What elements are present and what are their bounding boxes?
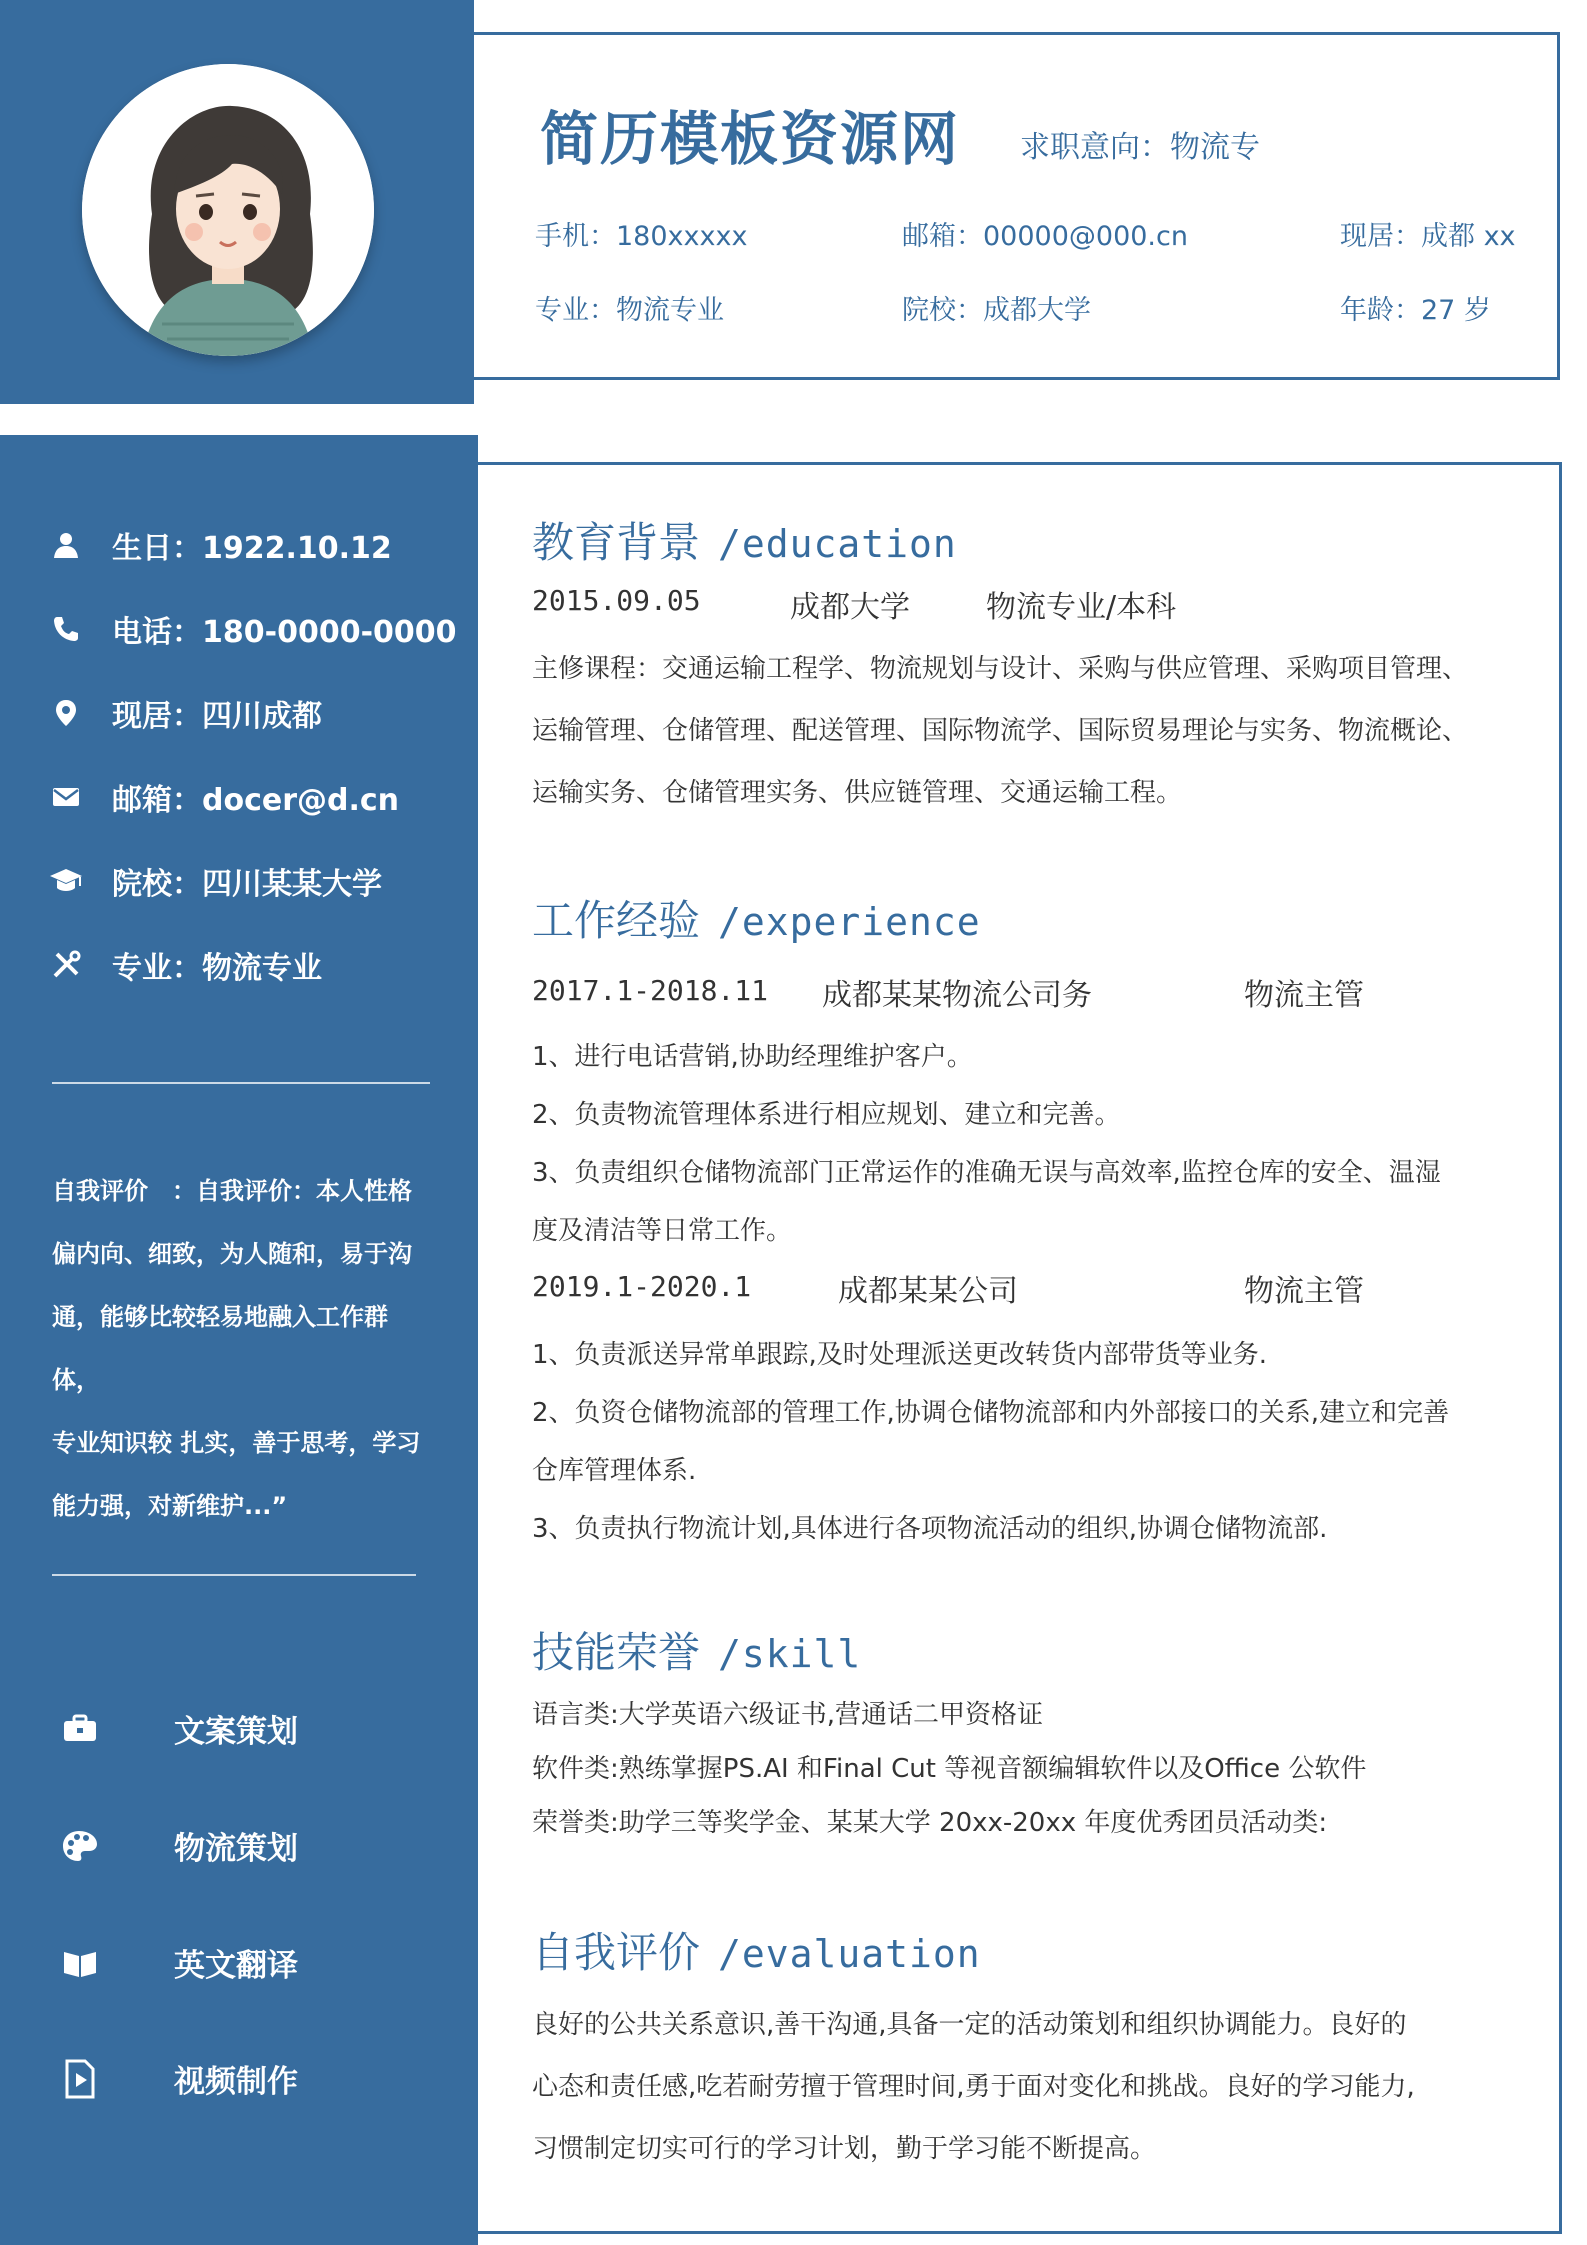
skill-line: 语言类:大学英语六级证书,营通话二甲资格证 — [532, 1700, 1044, 1730]
job-duty-line: 3、负责执行物流计划,具体进行各项物流活动的组织,协调仓储物流部. — [532, 1514, 1328, 1544]
skill-video-production — [58, 2056, 298, 2101]
contact-label: 专业：物流专业 — [112, 951, 322, 986]
self-eval-line: 自我评价 ：自我评价：本人性格 — [52, 1177, 412, 1205]
header-residence: 现居：成都 xx — [1340, 221, 1516, 252]
self-eval-line: 通，能够比较轻易地融入工作群体， — [52, 1303, 388, 1394]
contact-label: 院校：四川某某大学 — [112, 867, 382, 902]
phone-icon — [48, 611, 84, 647]
palette-icon — [58, 1824, 102, 1868]
contact-school — [48, 856, 382, 906]
header-major: 专业：物流专业 — [535, 295, 724, 326]
skill-label: 视频制作 — [174, 2064, 298, 2100]
section-title-experience — [532, 888, 981, 948]
self-eval-line: 偏内向、细致，为人随和，易于沟 — [52, 1240, 412, 1268]
job-duty-line: 3、负责组织仓储物流部门正常运作的准确无误与高效率,监控仓库的安全、温湿 — [532, 1158, 1441, 1188]
skill-label: 物流策划 — [174, 1831, 298, 1867]
job-duty-line: 仓库管理体系. — [532, 1456, 697, 1486]
job-company: 成都某某公司 — [838, 1274, 1018, 1309]
section-title-cn: 工作经验 — [532, 896, 701, 945]
education-school: 成都大学 — [790, 590, 910, 625]
skill-copywriting — [58, 1706, 298, 1751]
job-duty-line: 2、负资仓储物流部的管理工作,协调仓储物流部和内外部接口的关系,建立和完善 — [532, 1398, 1450, 1428]
header-box — [474, 32, 1560, 380]
location-pin-icon — [48, 695, 84, 731]
section-title-cn: 自我评价 — [532, 1928, 701, 1977]
header-school: 院校：成都大学 — [902, 295, 1091, 326]
job-company: 成都某某物流公司务 — [822, 978, 1092, 1013]
self-eval-line: 专业知识较 扎实，善于思考，学习 — [52, 1429, 421, 1457]
job-duty-line: 2、负责物流管理体系进行相应规划、建立和完善。 — [532, 1100, 1121, 1130]
video-file-icon — [58, 2057, 102, 2101]
section-title-education — [532, 510, 957, 570]
sidebar-self-evaluation — [52, 1160, 432, 1538]
job-date: 2019.1-2020.1 — [532, 1270, 752, 1303]
education-date: 2015.09.05 — [532, 584, 701, 617]
user-icon — [48, 527, 84, 563]
contact-phone — [48, 604, 457, 654]
section-title-skill — [532, 1620, 861, 1680]
education-courses-line: 运输管理、仓储管理、配送管理、国际物流学、国际贸易理论与实务、物流概论、 — [532, 716, 1469, 746]
avatar — [82, 64, 374, 356]
education-courses-line: 运输实务、仓储管理实务、供应链管理、交通运输工程。 — [532, 778, 1183, 808]
briefcase-icon — [58, 1707, 102, 1751]
contact-residence — [48, 688, 322, 738]
job-date: 2017.1-2018.11 — [532, 974, 769, 1007]
skill-label: 英文翻译 — [174, 1948, 298, 1984]
header-email: 邮箱：00000@000.cn — [902, 221, 1188, 252]
skill-line: 荣誉类:助学三等奖学金、某某大学 20xx-20xx 年度优秀团员活动类: — [532, 1808, 1328, 1838]
evaluation-line: 习惯制定切实可行的学习计划，勤于学习能不断提高。 — [532, 2134, 1157, 2164]
section-title-cn: 教育背景 — [532, 518, 701, 567]
education-major: 物流专业/本科 — [986, 590, 1177, 625]
contact-label: 电话：180-0000-0000 — [112, 615, 457, 650]
job-duty-line: 1、负责派送异常单跟踪,及时处理派送更改转货内部带货等业务. — [532, 1340, 1268, 1370]
job-duty-line: 度及清洁等日常工作。 — [532, 1216, 793, 1246]
section-title-cn: 技能荣誉 — [532, 1628, 701, 1677]
education-courses-line: 主修课程：交通运输工程学、物流规划与设计、采购与供应管理、采购项目管理、 — [532, 654, 1469, 684]
evaluation-line: 心态和责任感,吃若耐劳擅于管理时间,勇于面对变化和挑战。良好的学习能力, — [532, 2072, 1415, 2102]
avatar-illustration — [82, 64, 374, 356]
section-title-en: /skill — [718, 1632, 862, 1676]
skill-english-translation — [58, 1940, 298, 1985]
resume-name: 简历模板资源网 — [540, 105, 961, 173]
graduation-cap-icon — [48, 863, 84, 899]
contact-email — [48, 772, 399, 822]
skill-logistics-planning — [58, 1823, 298, 1868]
section-title-en: /evaluation — [718, 1932, 981, 1976]
job-position: 物流主管 — [1244, 978, 1364, 1013]
header-phone: 手机：180xxxxx — [535, 221, 748, 252]
evaluation-line: 良好的公共关系意识,善干沟通,具备一定的活动策划和组织协调能力。良好的 — [532, 2010, 1407, 2040]
skill-label: 文案策划 — [174, 1714, 298, 1750]
contact-birthday — [48, 520, 392, 570]
section-title-en: /education — [718, 522, 957, 566]
contact-major — [48, 940, 322, 990]
skill-line: 软件类:熟练掌握PS.AI 和Final Cut 等视音额编辑软件以及Office 公软件 — [532, 1754, 1367, 1784]
sidebar-divider — [52, 1574, 416, 1576]
header-age: 年龄：27 岁 — [1340, 295, 1491, 326]
section-title-en: /experience — [718, 900, 981, 944]
envelope-icon — [48, 779, 84, 815]
section-title-evaluation — [532, 1920, 981, 1980]
sidebar-divider — [52, 1082, 430, 1084]
self-eval-line: 能力强，对新维护...” — [52, 1492, 288, 1520]
contact-label: 生日：1922.10.12 — [112, 531, 392, 566]
contact-label: 现居：四川成都 — [112, 699, 322, 734]
job-position: 物流主管 — [1244, 1274, 1364, 1309]
job-intent: 求职意向：物流专 — [1020, 130, 1260, 165]
tools-icon — [48, 947, 84, 983]
job-duty-line: 1、进行电话营销,协助经理维护客户。 — [532, 1042, 973, 1072]
book-icon — [58, 1941, 102, 1985]
contact-label: 邮箱：docer@d.cn — [112, 783, 400, 818]
